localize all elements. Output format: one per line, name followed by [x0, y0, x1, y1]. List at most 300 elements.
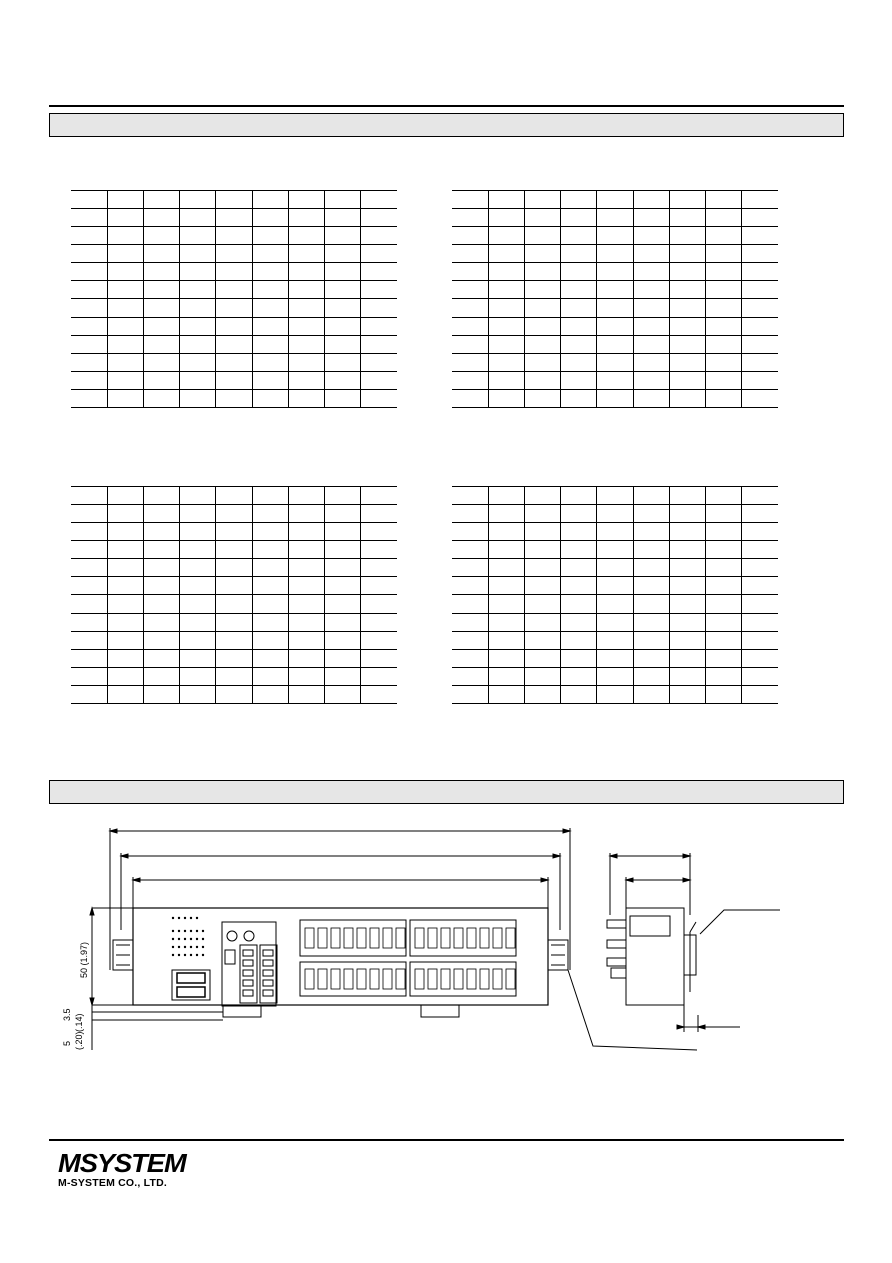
table-cell — [452, 649, 488, 667]
table-cell — [180, 685, 216, 703]
table-cell — [180, 523, 216, 541]
table-cell — [143, 523, 179, 541]
table-cell — [524, 595, 560, 613]
table-cell — [742, 595, 778, 613]
table-cell — [143, 281, 179, 299]
spec-table-1 — [71, 190, 397, 408]
table-cell — [524, 541, 560, 559]
table-row — [71, 577, 397, 595]
table-cell — [107, 299, 143, 317]
table-cell — [706, 487, 742, 505]
table-cell — [252, 245, 288, 263]
table-cell — [488, 389, 524, 407]
table-cell — [706, 353, 742, 371]
table-cell — [325, 353, 361, 371]
table-cell — [252, 613, 288, 631]
table-cell — [597, 667, 633, 685]
table-cell — [361, 389, 397, 407]
table-cell — [742, 523, 778, 541]
table-cell — [524, 487, 560, 505]
table-row — [452, 353, 778, 371]
table-cell — [143, 505, 179, 523]
table-cell — [71, 649, 107, 667]
table-row — [452, 523, 778, 541]
table-cell — [597, 613, 633, 631]
table-cell — [669, 487, 705, 505]
table-cell — [669, 631, 705, 649]
table-cell — [524, 299, 560, 317]
table-cell — [669, 335, 705, 353]
table-cell — [107, 595, 143, 613]
table-cell — [561, 371, 597, 389]
table-cell — [597, 559, 633, 577]
table-cell — [71, 299, 107, 317]
table-cell — [252, 317, 288, 335]
table-cell — [633, 505, 669, 523]
table-cell — [252, 541, 288, 559]
table-cell — [216, 335, 252, 353]
table-cell — [706, 191, 742, 209]
table-cell — [143, 389, 179, 407]
table-cell — [633, 577, 669, 595]
spec-table-3 — [71, 486, 397, 704]
table-cell — [107, 335, 143, 353]
table-cell — [252, 631, 288, 649]
table-cell — [361, 487, 397, 505]
table-cell — [252, 667, 288, 685]
table-row — [71, 505, 397, 523]
table-cell — [71, 209, 107, 227]
table-cell — [561, 263, 597, 281]
table-cell — [597, 335, 633, 353]
table-cell — [597, 523, 633, 541]
table-cell — [107, 487, 143, 505]
table-row — [452, 595, 778, 613]
table-cell — [325, 649, 361, 667]
table-row — [71, 371, 397, 389]
table-cell — [488, 335, 524, 353]
table-cell — [742, 335, 778, 353]
table-cell — [71, 227, 107, 245]
table-cell — [524, 577, 560, 595]
table-cell — [107, 541, 143, 559]
table-cell — [71, 505, 107, 523]
table-cell — [143, 685, 179, 703]
section-heading-bar-1 — [49, 113, 844, 137]
table-row — [452, 245, 778, 263]
table-cell — [288, 227, 324, 245]
table-cell — [107, 317, 143, 335]
table-cell — [597, 685, 633, 703]
table-cell — [742, 209, 778, 227]
height-label: 50 (1.97) — [79, 941, 89, 978]
table-cell — [669, 191, 705, 209]
table-cell — [524, 559, 560, 577]
table-cell — [488, 595, 524, 613]
table-cell — [452, 613, 488, 631]
table-cell — [361, 505, 397, 523]
table-cell — [633, 487, 669, 505]
table-cell — [288, 299, 324, 317]
table-cell — [180, 595, 216, 613]
table-cell — [452, 559, 488, 577]
table-cell — [325, 371, 361, 389]
table-cell — [180, 317, 216, 335]
table-cell — [669, 667, 705, 685]
table-cell — [452, 263, 488, 281]
table-cell — [325, 631, 361, 649]
table-row — [71, 191, 397, 209]
table-cell — [325, 487, 361, 505]
table-cell — [107, 191, 143, 209]
table-cell — [452, 353, 488, 371]
table-cell — [252, 577, 288, 595]
top-rule — [49, 105, 844, 107]
table-cell — [361, 245, 397, 263]
table-cell — [706, 505, 742, 523]
table-cell — [71, 559, 107, 577]
table-cell — [180, 245, 216, 263]
table-cell — [180, 631, 216, 649]
table-cell — [143, 371, 179, 389]
table-cell — [488, 541, 524, 559]
table-cell — [742, 353, 778, 371]
table-cell — [143, 631, 179, 649]
table-cell — [252, 371, 288, 389]
table-cell — [706, 613, 742, 631]
table-cell — [561, 577, 597, 595]
table-cell — [633, 613, 669, 631]
table-cell — [742, 263, 778, 281]
table-cell — [706, 299, 742, 317]
table-cell — [252, 487, 288, 505]
table-cell — [216, 613, 252, 631]
table-row — [71, 227, 397, 245]
table-cell — [216, 371, 252, 389]
table-cell — [669, 317, 705, 335]
table-cell — [361, 559, 397, 577]
table-cell — [452, 505, 488, 523]
table-cell — [742, 227, 778, 245]
table-cell — [597, 191, 633, 209]
table-cell — [524, 191, 560, 209]
table-cell — [180, 667, 216, 685]
table-cell — [361, 281, 397, 299]
table-cell — [561, 559, 597, 577]
table-cell — [325, 389, 361, 407]
table-row — [452, 335, 778, 353]
table-cell — [669, 389, 705, 407]
company-logo — [58, 1148, 186, 1189]
table-cell — [180, 263, 216, 281]
table-cell — [71, 631, 107, 649]
table-cell — [288, 371, 324, 389]
table-cell — [216, 649, 252, 667]
table-cell — [669, 559, 705, 577]
table-cell — [216, 245, 252, 263]
table-cell — [488, 245, 524, 263]
table-cell — [561, 281, 597, 299]
table-row — [71, 487, 397, 505]
table-cell — [71, 335, 107, 353]
table-cell — [488, 649, 524, 667]
table-cell — [361, 299, 397, 317]
table-cell — [669, 523, 705, 541]
table-cell — [252, 281, 288, 299]
table-cell — [288, 263, 324, 281]
table-cell — [288, 245, 324, 263]
table-row — [71, 209, 397, 227]
table-cell — [706, 523, 742, 541]
table-cell — [452, 389, 488, 407]
table-cell — [524, 649, 560, 667]
table-cell — [143, 335, 179, 353]
table-cell — [252, 685, 288, 703]
table-cell — [107, 685, 143, 703]
table-cell — [143, 613, 179, 631]
table-cell — [288, 667, 324, 685]
table-cell — [107, 523, 143, 541]
table-cell — [561, 505, 597, 523]
table-row — [71, 559, 397, 577]
table-cell — [107, 371, 143, 389]
table-cell — [669, 541, 705, 559]
table-row — [71, 353, 397, 371]
table-cell — [180, 505, 216, 523]
table-cell — [71, 191, 107, 209]
table-cell — [524, 209, 560, 227]
table-cell — [325, 559, 361, 577]
table-cell — [452, 299, 488, 317]
table-cell — [742, 577, 778, 595]
table-cell — [597, 281, 633, 299]
table-cell — [561, 335, 597, 353]
table-cell — [216, 281, 252, 299]
table-cell — [325, 505, 361, 523]
table-row — [452, 371, 778, 389]
table-cell — [71, 667, 107, 685]
table-cell — [180, 191, 216, 209]
table-cell — [597, 299, 633, 317]
table-cell — [107, 353, 143, 371]
table-cell — [180, 227, 216, 245]
table-cell — [71, 487, 107, 505]
table-cell — [669, 577, 705, 595]
table-cell — [561, 649, 597, 667]
table-cell — [452, 209, 488, 227]
table-cell — [742, 649, 778, 667]
table-cell — [325, 685, 361, 703]
table-cell — [452, 245, 488, 263]
table-cell — [706, 317, 742, 335]
table-cell — [288, 577, 324, 595]
table-cell — [216, 353, 252, 371]
table-cell — [706, 577, 742, 595]
table-row — [452, 263, 778, 281]
table-cell — [669, 209, 705, 227]
table-cell — [561, 191, 597, 209]
table-cell — [107, 631, 143, 649]
table-cell — [524, 505, 560, 523]
table-cell — [325, 209, 361, 227]
table-cell — [71, 317, 107, 335]
table-cell — [633, 649, 669, 667]
table-cell — [452, 191, 488, 209]
table-cell — [561, 245, 597, 263]
table-cell — [252, 559, 288, 577]
table-cell — [216, 191, 252, 209]
table-cell — [597, 577, 633, 595]
table-cell — [361, 335, 397, 353]
table-cell — [252, 523, 288, 541]
table-cell — [452, 335, 488, 353]
table-row — [452, 649, 778, 667]
table-cell — [706, 667, 742, 685]
table-cell — [488, 577, 524, 595]
table-cell — [742, 245, 778, 263]
table-row — [452, 317, 778, 335]
table-cell — [488, 487, 524, 505]
table-cell — [288, 613, 324, 631]
table-cell — [216, 541, 252, 559]
table-cell — [561, 227, 597, 245]
table-row — [71, 317, 397, 335]
table-row — [452, 667, 778, 685]
table-cell — [597, 371, 633, 389]
table-cell — [706, 335, 742, 353]
table-cell — [452, 595, 488, 613]
table-cell — [561, 317, 597, 335]
table-cell — [107, 577, 143, 595]
table-cell — [107, 505, 143, 523]
table-cell — [71, 541, 107, 559]
table-cell — [288, 191, 324, 209]
table-cell — [107, 245, 143, 263]
table-cell — [488, 667, 524, 685]
table-row — [452, 505, 778, 523]
table-cell — [561, 685, 597, 703]
table-cell — [706, 559, 742, 577]
table-cell — [669, 299, 705, 317]
table-cell — [325, 263, 361, 281]
table-cell — [524, 631, 560, 649]
table-cell — [669, 227, 705, 245]
table-cell — [107, 263, 143, 281]
table-cell — [633, 631, 669, 649]
table-cell — [107, 559, 143, 577]
table-cell — [71, 685, 107, 703]
table-cell — [325, 317, 361, 335]
table-cell — [288, 335, 324, 353]
table-cell — [524, 371, 560, 389]
table-row — [71, 281, 397, 299]
table-cell — [143, 667, 179, 685]
table-cell — [288, 353, 324, 371]
table-cell — [107, 281, 143, 299]
table-row — [71, 685, 397, 703]
table-cell — [742, 667, 778, 685]
table-cell — [107, 227, 143, 245]
table-cell — [633, 371, 669, 389]
table-cell — [143, 263, 179, 281]
table-cell — [742, 631, 778, 649]
table-cell — [633, 335, 669, 353]
table-cell — [742, 299, 778, 317]
table-cell — [633, 667, 669, 685]
table-cell — [180, 335, 216, 353]
table-row — [452, 541, 778, 559]
table-cell — [180, 353, 216, 371]
table-cell — [561, 389, 597, 407]
table-cell — [143, 245, 179, 263]
table-cell — [706, 685, 742, 703]
table-cell — [180, 299, 216, 317]
table-cell — [706, 263, 742, 281]
table-cell — [180, 541, 216, 559]
table-cell — [143, 353, 179, 371]
table-cell — [216, 263, 252, 281]
table-cell — [180, 209, 216, 227]
table-cell — [325, 299, 361, 317]
table-cell — [107, 209, 143, 227]
table-cell — [252, 649, 288, 667]
table-cell — [361, 353, 397, 371]
table-row — [71, 389, 397, 407]
table-cell — [361, 371, 397, 389]
table-cell — [488, 353, 524, 371]
table-cell — [361, 191, 397, 209]
table-cell — [597, 505, 633, 523]
table-cell — [361, 317, 397, 335]
table-cell — [597, 263, 633, 281]
table-cell — [488, 209, 524, 227]
table-cell — [669, 245, 705, 263]
table-row — [452, 209, 778, 227]
dim-b-label: 5 — [62, 1040, 72, 1046]
table-cell — [633, 209, 669, 227]
table-row — [71, 649, 397, 667]
table-cell — [252, 353, 288, 371]
table-cell — [325, 595, 361, 613]
table-cell — [452, 281, 488, 299]
table-cell — [452, 631, 488, 649]
table-cell — [325, 523, 361, 541]
section-heading-bar-2 — [49, 780, 844, 804]
table-cell — [524, 523, 560, 541]
table-cell — [361, 227, 397, 245]
table-cell — [597, 209, 633, 227]
table-cell — [180, 281, 216, 299]
table-cell — [288, 505, 324, 523]
table-cell — [288, 559, 324, 577]
table-row — [452, 577, 778, 595]
table-cell — [325, 667, 361, 685]
table-row — [71, 631, 397, 649]
table-cell — [524, 281, 560, 299]
table-cell — [488, 371, 524, 389]
table-row — [71, 299, 397, 317]
table-cell — [561, 353, 597, 371]
table-cell — [669, 505, 705, 523]
table-cell — [216, 559, 252, 577]
table-cell — [452, 317, 488, 335]
table-cell — [561, 487, 597, 505]
company-name: M-SYSTEM CO., LTD. — [58, 1177, 167, 1189]
spec-table-4 — [452, 486, 778, 704]
table-row — [452, 559, 778, 577]
table-cell — [524, 245, 560, 263]
table-row — [71, 335, 397, 353]
